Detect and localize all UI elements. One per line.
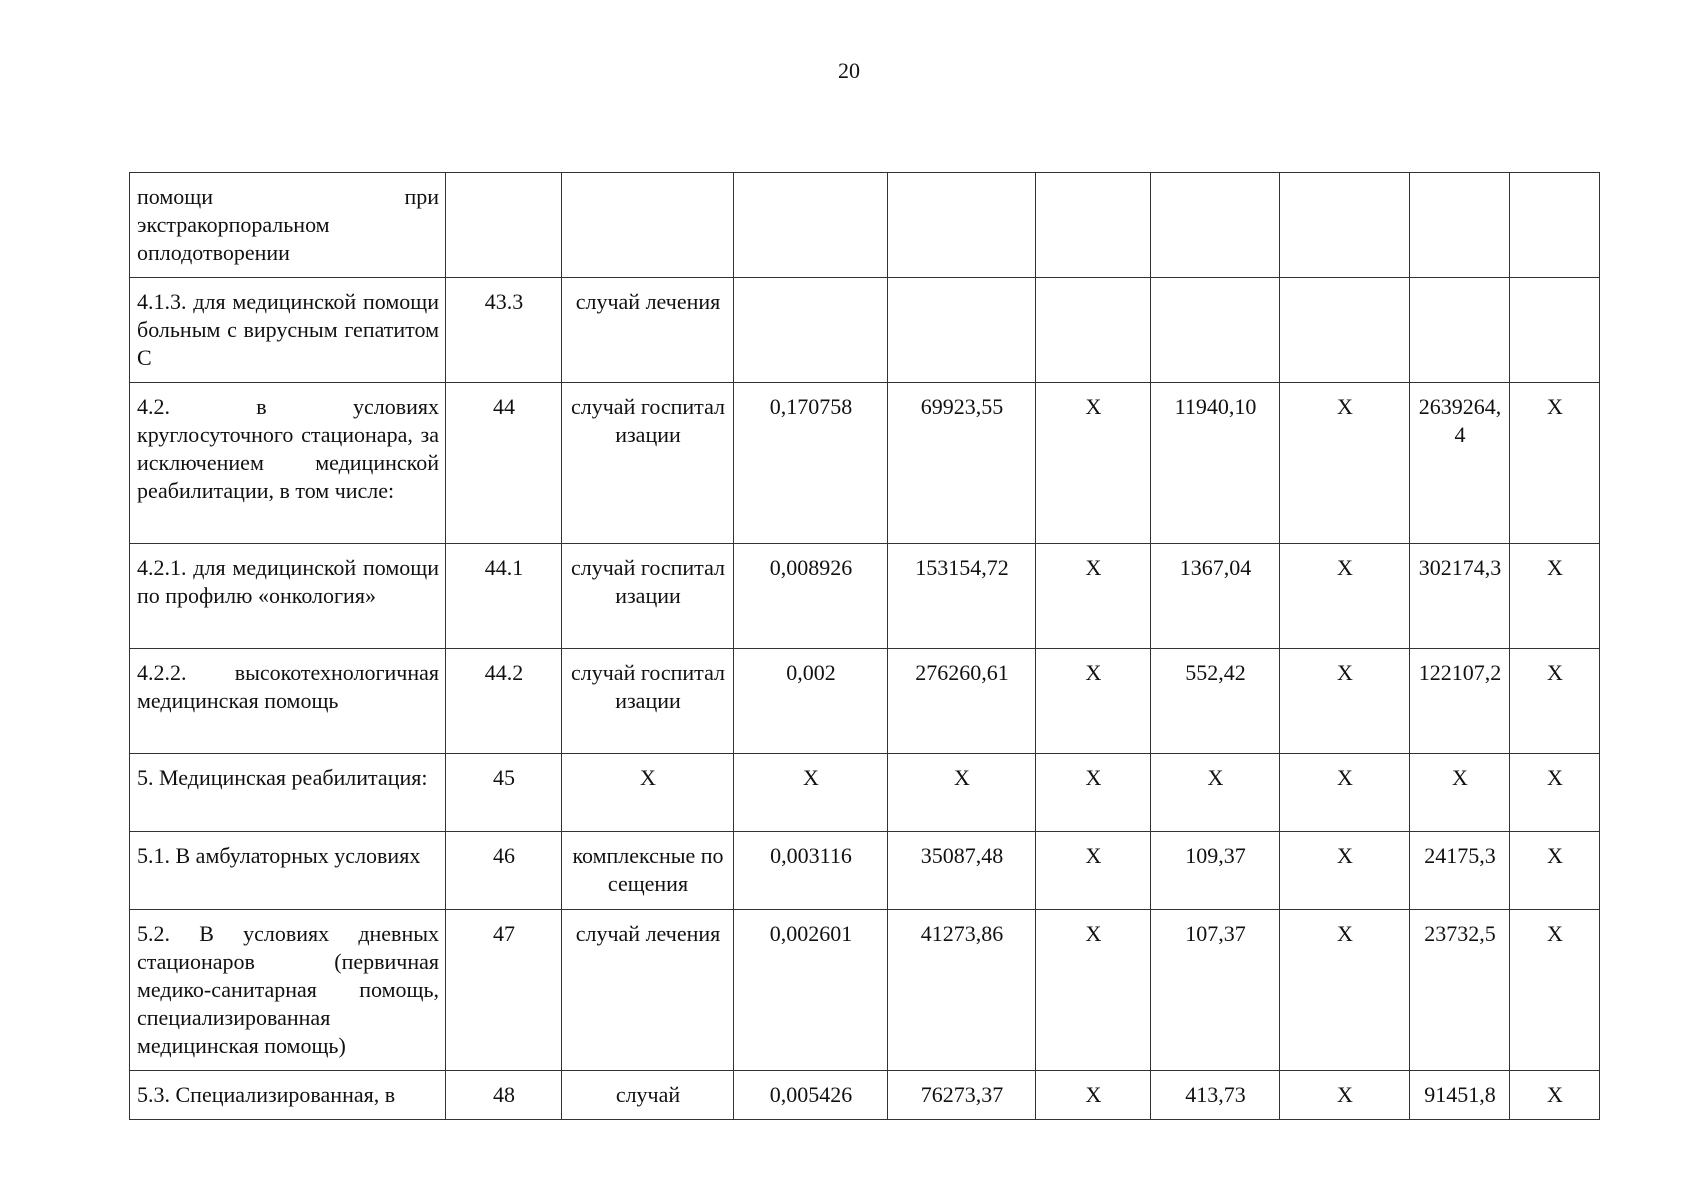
row-code: 44.2	[446, 649, 562, 754]
row-value: 0,008926	[734, 544, 888, 649]
row-value: 0,002601	[734, 910, 888, 1071]
row-name: помощи при экстракорпоральном оплодотворении	[130, 173, 446, 278]
row-value: Х	[1510, 832, 1600, 910]
row-value: 76273,37	[888, 1071, 1036, 1120]
table-row	[130, 173, 1600, 278]
row-value: 0,170758	[734, 383, 888, 544]
row-unit: случай лечения	[562, 278, 734, 383]
row-value: Х	[1280, 1071, 1410, 1120]
row-value: Х	[1036, 383, 1151, 544]
row-value: Х	[1036, 1071, 1151, 1120]
row-code: 47	[446, 910, 562, 1071]
row-value	[1036, 173, 1151, 278]
row-code: 44.1	[446, 544, 562, 649]
row-value	[1280, 278, 1410, 383]
row-value: Х	[1151, 754, 1280, 832]
row-value: Х	[1280, 832, 1410, 910]
row-value	[1036, 278, 1151, 383]
row-value: 24175,3	[1410, 832, 1510, 910]
row-value: 302174,3	[1410, 544, 1510, 649]
row-name: 5.3. Специализированная, в	[130, 1071, 446, 1120]
row-value: Х	[1036, 910, 1151, 1071]
row-value: Х	[1036, 544, 1151, 649]
table-row	[130, 910, 1600, 1071]
table-row	[130, 544, 1600, 649]
row-value: 276260,61	[888, 649, 1036, 754]
row-code: 46	[446, 832, 562, 910]
row-name: 5.2. В условиях дневных стационаров (первичная медико-санитарная помощь, специализированная медицинская помощь)	[130, 910, 446, 1071]
row-value	[1410, 173, 1510, 278]
row-value: Х	[1036, 832, 1151, 910]
row-value: Х	[1410, 754, 1510, 832]
row-code: 48	[446, 1071, 562, 1120]
row-value	[888, 278, 1036, 383]
row-name: 4.2. в условиях круглосуточного стационара, за исключением медицинской реабилитации, в том числе:	[130, 383, 446, 544]
row-name: 5.1. В амбулаторных условиях	[130, 832, 446, 910]
row-value: 2639264,4	[1410, 383, 1510, 544]
row-value: Х	[888, 754, 1036, 832]
row-code: 44	[446, 383, 562, 544]
row-name: 5. Медицинская реабилитация:	[130, 754, 446, 832]
row-value: 107,37	[1151, 910, 1280, 1071]
row-value	[1151, 173, 1280, 278]
row-value	[1510, 278, 1600, 383]
row-value: Х	[1510, 383, 1600, 544]
row-value: 552,42	[1151, 649, 1280, 754]
row-code: 43.3	[446, 278, 562, 383]
row-unit: случай госпитализации	[562, 649, 734, 754]
row-value: 0,005426	[734, 1071, 888, 1120]
row-value: 0,003116	[734, 832, 888, 910]
table-row	[130, 1071, 1600, 1120]
row-unit: случай госпитализации	[562, 383, 734, 544]
row-name: 4.2.1. для медицинской помощи по профилю «онкология»	[130, 544, 446, 649]
row-name: 4.1.3. для медицинской помощи больным с вирусным гепатитом С	[130, 278, 446, 383]
row-value: Х	[1036, 649, 1151, 754]
row-value	[734, 278, 888, 383]
row-value	[888, 173, 1036, 278]
row-value	[1280, 173, 1410, 278]
row-unit: комплексные посещения	[562, 832, 734, 910]
row-value: Х	[734, 754, 888, 832]
row-unit: Х	[562, 754, 734, 832]
row-unit: случай госпитализации	[562, 544, 734, 649]
row-value: Х	[1510, 1071, 1600, 1120]
row-unit	[562, 173, 734, 278]
row-value: 0,002	[734, 649, 888, 754]
row-value: Х	[1280, 754, 1410, 832]
page-number: 20	[838, 58, 860, 83]
row-value: 41273,86	[888, 910, 1036, 1071]
row-name: 4.2.2. высокотехнологичная медицинская помощь	[130, 649, 446, 754]
row-code	[446, 173, 562, 278]
row-value: Х	[1036, 754, 1151, 832]
row-value: 35087,48	[888, 832, 1036, 910]
data-table	[129, 172, 1600, 1120]
row-value	[734, 173, 888, 278]
table-row	[130, 832, 1600, 910]
row-value: Х	[1510, 544, 1600, 649]
table-row	[130, 754, 1600, 832]
row-value: 109,37	[1151, 832, 1280, 910]
row-value: 91451,8	[1410, 1071, 1510, 1120]
table-row	[130, 649, 1600, 754]
row-value: Х	[1280, 910, 1410, 1071]
row-value: Х	[1510, 910, 1600, 1071]
row-unit: случай лечения	[562, 910, 734, 1071]
row-value: Х	[1510, 754, 1600, 832]
row-value	[1510, 173, 1600, 278]
row-value	[1151, 278, 1280, 383]
row-value: 23732,5	[1410, 910, 1510, 1071]
row-value: 1367,04	[1151, 544, 1280, 649]
row-value: Х	[1280, 383, 1410, 544]
row-value: Х	[1510, 649, 1600, 754]
row-value: 153154,72	[888, 544, 1036, 649]
row-value: 11940,10	[1151, 383, 1280, 544]
row-value: 69923,55	[888, 383, 1036, 544]
row-code: 45	[446, 754, 562, 832]
row-value: 122107,2	[1410, 649, 1510, 754]
table-row	[130, 383, 1600, 544]
row-value	[1410, 278, 1510, 383]
row-unit: случай	[562, 1071, 734, 1120]
table-row	[130, 278, 1600, 383]
row-value: Х	[1280, 544, 1410, 649]
row-value: Х	[1280, 649, 1410, 754]
row-value: 413,73	[1151, 1071, 1280, 1120]
